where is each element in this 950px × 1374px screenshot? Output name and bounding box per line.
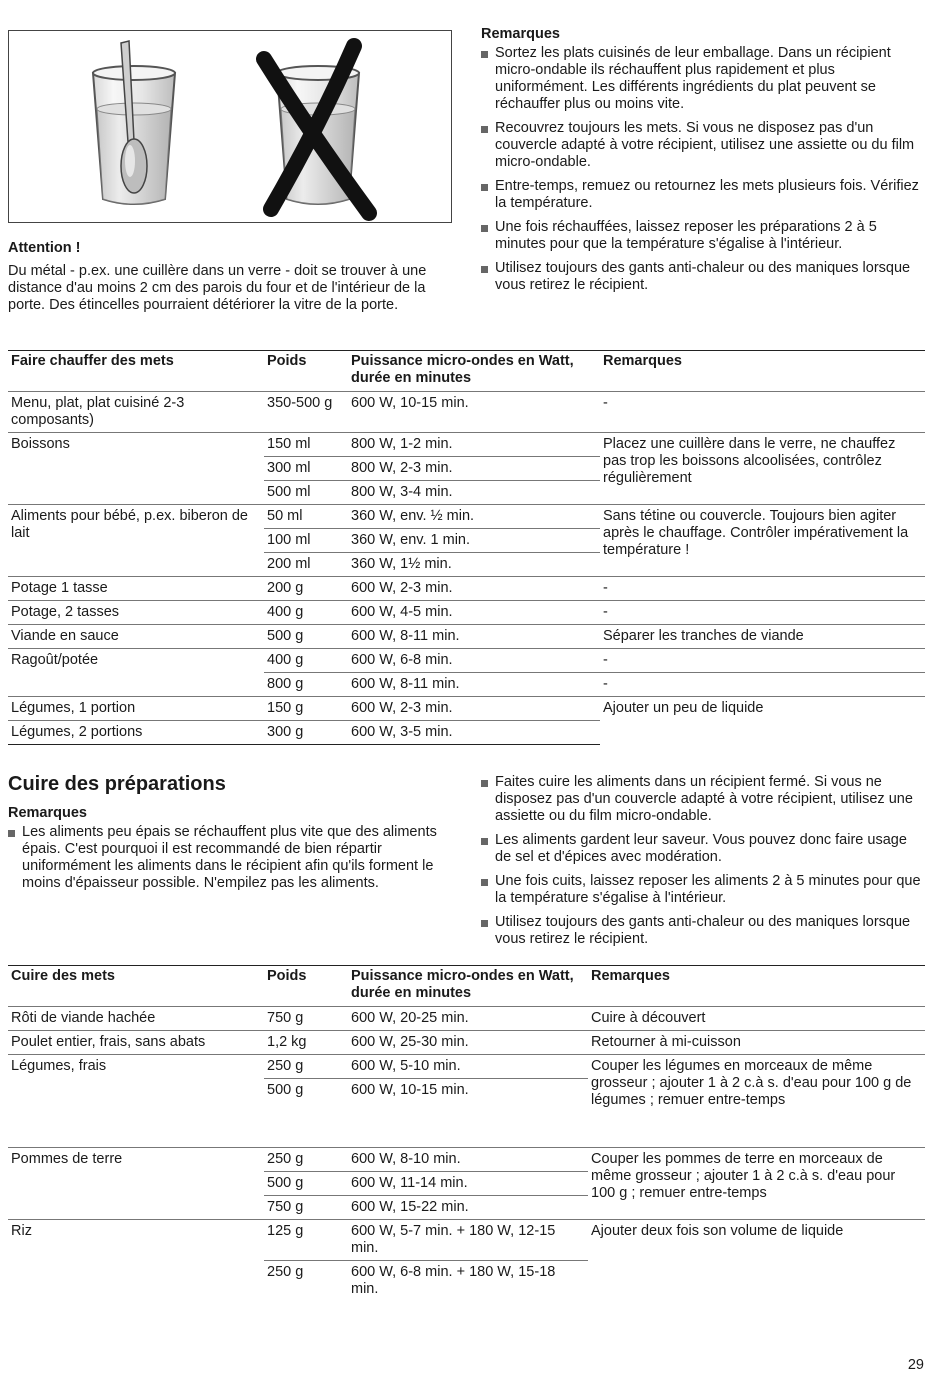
glass-left: [93, 41, 175, 204]
table-row: [8, 697, 925, 721]
table-cell: 600 W, 15-22 min.: [348, 1196, 588, 1220]
table-cell: Potage 1 tasse: [8, 577, 264, 601]
cook-remarks-title: Remarques: [8, 805, 87, 821]
table-cell: Placez une cuillère dans le verre, ne chauffez pas trop les boissons alcoolisées, contrôlez régulièrement: [600, 433, 925, 505]
column-header: Remarques: [600, 351, 925, 392]
cook-remarks-left: [8, 805, 453, 899]
list-item: Une fois réchauffées, laissez reposer les préparations 2 à 5 minutes pour que la température s'égalise à l'intérieur.: [481, 219, 926, 253]
reheat-remarks-list: [481, 45, 926, 294]
glass-illustration: [8, 30, 452, 223]
table-cell: 600 W, 5-10 min.: [348, 1055, 588, 1079]
attention-text: Du métal - p.ex. une cuillère dans un verre - doit se trouver à une distance d'au moins 2 cm des parois du four et de l'intérieur de la porte. Des étincelles pourraient détériorer la vitre de la porte.: [8, 263, 427, 313]
table-cell: 600 W, 5-7 min. + 180 W, 12-15 min.: [348, 1220, 588, 1261]
table-cell: -: [600, 649, 925, 673]
table-cell: 360 W, 1½ min.: [348, 553, 600, 577]
table-cell: Pommes de terre: [8, 1148, 264, 1220]
table-row: [8, 1031, 925, 1055]
table-cell: 400 g: [264, 601, 348, 625]
table-cell: 250 g: [264, 1148, 348, 1172]
table-header-row: [8, 966, 925, 1007]
cook-remarks-right: [481, 774, 926, 955]
table-cell: 500 ml: [264, 481, 348, 505]
table-cell: 600 W, 4-5 min.: [348, 601, 600, 625]
table-cell: 600 W, 20-25 min.: [351, 1010, 469, 1026]
table-row: [8, 601, 925, 625]
list-item: Faites cuire les aliments dans un récipient fermé. Si vous ne disposez pas d'un couvercle adapté à votre récipient, utilisez une assiette ou du film micro-ondable.: [481, 774, 926, 825]
table-cell: 600 W, 8-11 min.: [348, 625, 600, 649]
cook-table: [8, 965, 925, 1301]
table-cell: Aliments pour bébé, p.ex. biberon de lait: [8, 505, 264, 577]
table-row: [8, 1055, 925, 1079]
table-cell: 800 W, 2-3 min.: [348, 457, 600, 481]
column-header: Poids: [264, 351, 348, 392]
table-row: [8, 392, 925, 433]
table-cell: 400 g: [264, 649, 348, 673]
table-cell: -: [600, 673, 925, 697]
table-cell: Couper les pommes de terre en morceaux de même grosseur ; ajouter 1 à 2 c.à s. d'eau pour 100 g ; remuer entre-temps: [588, 1148, 925, 1220]
cook-remarks-list: [8, 824, 453, 892]
table-cell: 600 W, 3-5 min.: [348, 721, 600, 745]
reheat-remarks-title: Remarques: [481, 26, 560, 42]
table-cell: 600 W, 10-15 min.: [351, 395, 469, 411]
table-cell: -: [600, 601, 925, 625]
table-cell: 600 W, 8-10 min.: [348, 1148, 588, 1172]
table-cell: Ajouter deux fois son volume de liquide: [588, 1220, 925, 1302]
table-cell: 360 W, env. 1 min.: [348, 529, 600, 553]
attention-title: Attention !: [8, 240, 81, 256]
table-cell: 600 W, 2-3 min.: [348, 697, 600, 721]
table-cell: 1,2 kg: [264, 1031, 348, 1055]
column-header: Puissance micro-ondes en Watt, durée en minutes: [348, 966, 588, 1007]
table-cell: 800 W, 3-4 min.: [348, 481, 600, 505]
reheat-remarks: [481, 26, 926, 301]
table-header-row: [8, 351, 925, 392]
table-cell: 600 W, 6-8 min.: [348, 649, 600, 673]
column-header: Cuire des mets: [8, 966, 264, 1007]
table-cell: 600 W, 8-11 min.: [348, 673, 600, 697]
table-cell: -: [600, 577, 925, 601]
attention-note: [8, 240, 452, 314]
table-cell: 350-500 g: [267, 395, 333, 411]
table-cell: Légumes, 1 portion: [8, 697, 264, 721]
table-cell: Poulet entier, frais, sans abats: [8, 1031, 264, 1055]
column-header: Puissance micro-ondes en Watt, durée en minutes: [348, 351, 600, 392]
table-cell: 200 g: [264, 577, 348, 601]
table-cell: 600 W, 2-3 min.: [348, 577, 600, 601]
table-row: [8, 505, 925, 529]
table-cell: Légumes, frais: [8, 1055, 264, 1148]
table-cell: 600 W, 10-15 min.: [348, 1079, 588, 1148]
list-item: Recouvrez toujours les mets. Si vous ne disposez pas d'un couvercle adapté à votre récipient, utilisez une assiette ou du film micro-ondable.: [481, 120, 926, 171]
table-cell: 800 W, 1-2 min.: [348, 433, 600, 457]
table-cell: Menu, plat, plat cuisiné 2-3 composants): [11, 395, 185, 428]
table-cell: Viande en sauce: [8, 625, 264, 649]
table-cell: 50 ml: [264, 505, 348, 529]
table-cell: Légumes, 2 portions: [8, 721, 264, 745]
section-title: Cuire des préparations: [8, 773, 226, 795]
table-cell: Rôti de viande hachée: [11, 1010, 156, 1026]
table-cell: Séparer les tranches de viande: [600, 625, 925, 649]
table-row: [8, 1007, 925, 1031]
table-cell: Sans tétine ou couvercle. Toujours bien agiter après le chauffage. Contrôler impérativement la température !: [600, 505, 925, 577]
column-header: Poids: [264, 966, 348, 1007]
table-cell: 800 g: [264, 673, 348, 697]
table-cell: 300 g: [264, 721, 348, 745]
reheat-table: [8, 350, 925, 745]
table-cell: Boissons: [8, 433, 264, 505]
cook-remarks-list-right: [481, 774, 926, 948]
table-cell: 250 g: [264, 1055, 348, 1079]
table-cell: Ragoût/potée: [8, 649, 264, 697]
table-cell: 500 g: [264, 1172, 348, 1196]
table-cell: 500 g: [264, 625, 348, 649]
table-cell: 600 W, 11-14 min.: [348, 1172, 588, 1196]
table-cell: 125 g: [264, 1220, 348, 1261]
column-header: Remarques: [588, 966, 925, 1007]
list-item: Utilisez toujours des gants anti-chaleur ou des maniques lorsque vous retirez le récipient.: [481, 914, 926, 948]
table-cell: 600 W, 25-30 min.: [348, 1031, 588, 1055]
table-cell: 360 W, env. ½ min.: [348, 505, 600, 529]
table-cell: 100 ml: [264, 529, 348, 553]
table-cell: 150 ml: [264, 433, 348, 457]
table-row: [8, 433, 925, 457]
column-header: Faire chauffer des mets: [8, 351, 264, 392]
table-row: [8, 649, 925, 673]
table-row: [8, 1220, 925, 1261]
list-item: Sortez les plats cuisinés de leur emballage. Dans un récipient micro-ondable ils réchauffent plus rapidement et plus uniformément. Les différents ingrédients du plat peuvent se réchauffer plus ou moins vite.: [481, 45, 926, 113]
table-cell: Potage, 2 tasses: [8, 601, 264, 625]
table-cell: Retourner à mi-cuisson: [588, 1031, 925, 1055]
table-cell: Riz: [8, 1220, 264, 1302]
list-item: Entre-temps, remuez ou retournez les mets plusieurs fois. Vérifiez la température.: [481, 178, 926, 212]
table-row: [8, 625, 925, 649]
table-cell: Cuire à découvert: [591, 1010, 706, 1026]
table-cell: 250 g: [264, 1261, 348, 1302]
table-row: [8, 577, 925, 601]
list-item: Utilisez toujours des gants anti-chaleur ou des maniques lorsque vous retirez le récipient.: [481, 260, 926, 294]
table-cell: 300 ml: [264, 457, 348, 481]
table-cell: Couper les légumes en morceaux de même grosseur ; ajouter 1 à 2 c.à s. d'eau pour 100 g de légumes ; remuer entre-temps: [588, 1055, 925, 1148]
list-item: Les aliments gardent leur saveur. Vous pouvez donc faire usage de sel et d'épices avec modération.: [481, 832, 926, 866]
table-cell: 150 g: [264, 697, 348, 721]
list-item: Les aliments peu épais se réchauffent plus vite que des aliments épais. C'est pourquoi il est recommandé de bien répartir uniformément les aliments dans le récipient afin qu'ils forment le moins d'épaisseur possible. N'empilez pas les aliments.: [8, 824, 453, 892]
table-cell: Ajouter un peu de liquide: [600, 697, 925, 745]
table-cell: 750 g: [264, 1196, 348, 1220]
table-cell: -: [603, 395, 608, 411]
table-cell: 200 ml: [264, 553, 348, 577]
glass-with-spoon-illustration: [9, 31, 452, 223]
table-cell: 750 g: [267, 1010, 304, 1026]
page-number: 29: [907, 1357, 924, 1373]
table-cell: 500 g: [264, 1079, 348, 1148]
list-item: Une fois cuits, laissez reposer les aliments 2 à 5 minutes pour que la température s'égalise à l'intérieur.: [481, 873, 926, 907]
table-row: [8, 1148, 925, 1172]
table-cell: 600 W, 6-8 min. + 180 W, 15-18 min.: [348, 1261, 588, 1302]
